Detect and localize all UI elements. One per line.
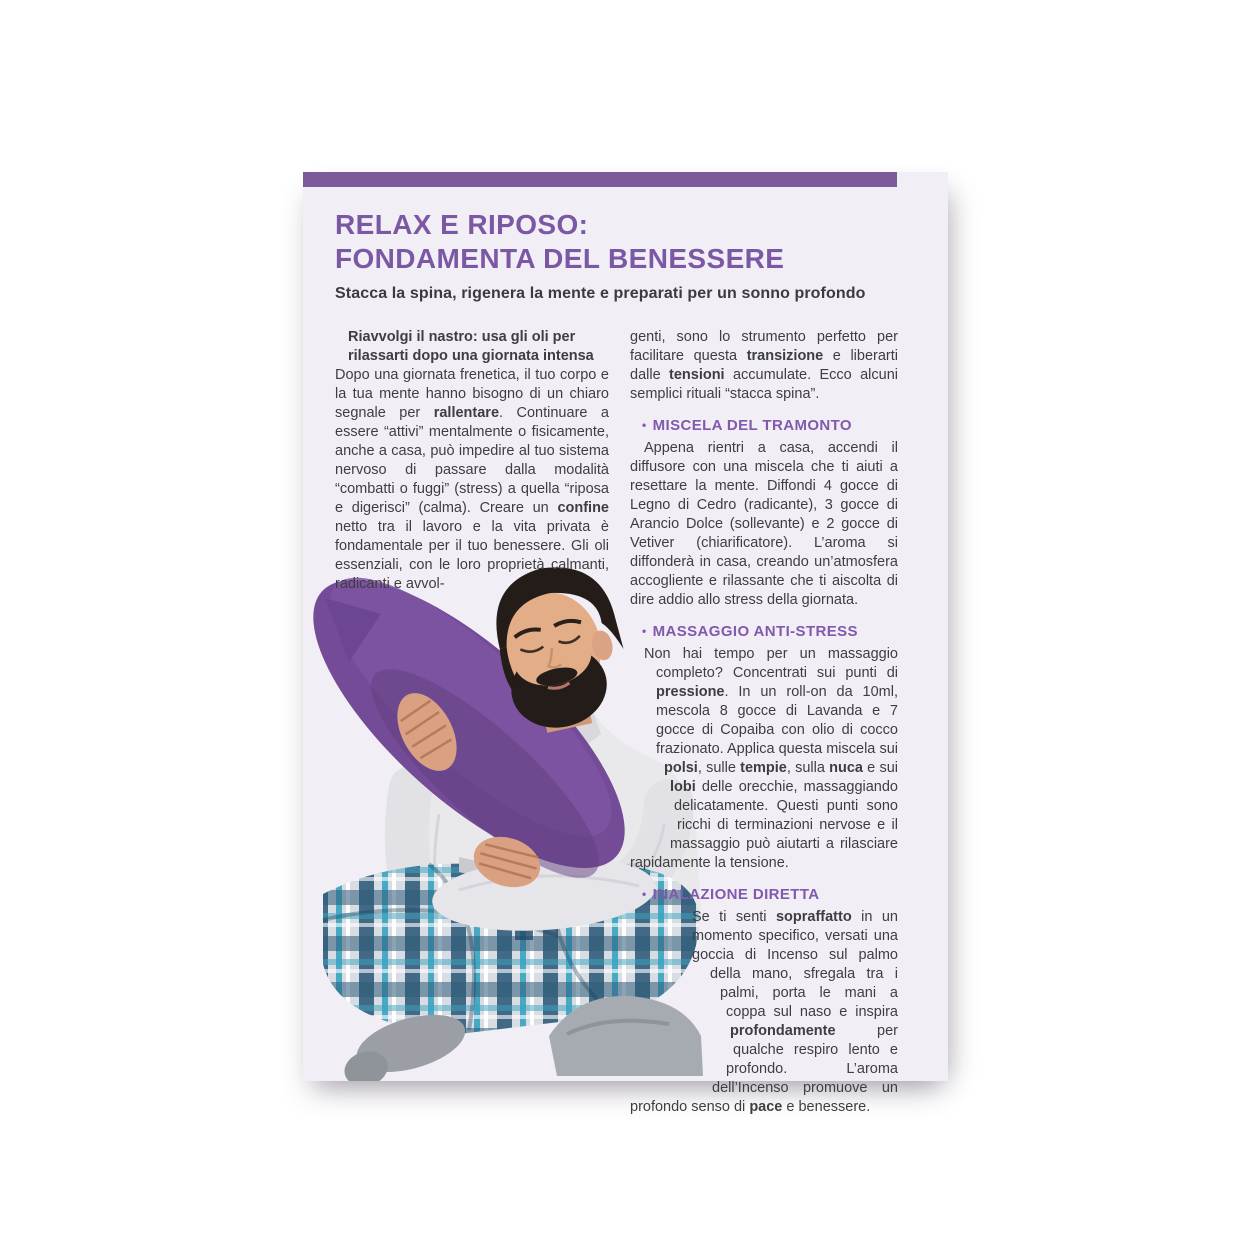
- lead-heading: Riavvolgi il nastro: usa gli oli per rilassarti dopo una giornata intensa: [348, 329, 594, 364]
- bullet-icon: •: [642, 418, 647, 432]
- bullet-icon: •: [642, 887, 647, 901]
- section-body-massaggio: Non hai tempo per un massaggio completo? Concentrati sui punti di pressione. In un roll-on da 10ml, mescola 8 gocce di Lavanda e 7 gocce di Copaiba con olio di cocco frazionato. Applica questa miscela sui polsi, sulle tempie, sulla nuca e sui lobi delle orecchie, massaggiando delicatamente. Questi punti sono ricchi di terminazioni nervose e il massaggio può aiutarti a rilasciare rapidamente la tensione.: [630, 646, 898, 871]
- right-column: [630, 328, 898, 1117]
- title-block: [335, 208, 895, 303]
- page-title: [335, 208, 895, 276]
- section-heading-inalazione: • INALAZIONE DIRETTA: [642, 886, 820, 903]
- section-body-miscela: Appena rientri a casa, accendi il diffusore con una miscela che ti aiuti a resettare la mente. Diffondi 4 gocce di Legno di Cedro (radicante), 3 gocce di Arancio Dolce (sollevante) e 2 gocce di Vetiver (chiarificatore). L’aroma si diffonderà in casa, creando un’atmosfera accogliente e rilassante che ti aiscolta di dire addio allo stress della giornata.: [630, 440, 898, 608]
- bullet-icon: •: [642, 624, 647, 638]
- flyer-page: [303, 172, 948, 1115]
- section-heading-massaggio: • MASSAGGIO ANTI-STRESS: [642, 623, 858, 640]
- page-title-line2: FONDAMENTA DEL BENESSERE: [335, 243, 785, 274]
- section-body-inalazione: Se ti senti sopraffatto in un momento specifico, versati una goccia di Incenso sul palmo della mano, sfregala tra i palmi, porta le mani a coppa sul naso e inspira profondamente per qualche respiro lento e profondo. L’aroma dell’Incenso promuove un profondo senso di pace e benessere.: [630, 909, 898, 1115]
- page-subtitle: Stacca la spina, rigenera la mente e preparati per un sonno profondo: [335, 285, 866, 302]
- left-column: [335, 328, 609, 594]
- section-heading-miscela: • MISCELA DEL TRAMONTO: [642, 417, 852, 434]
- left-paragraph: Dopo una giornata frenetica, il tuo corpo e la tua mente hanno bisogno di un chiaro segnale per rallentare. Continuare a essere “attivi” mentalmente o fisicamente, anche a casa, può impedire al tuo sistema nervoso di passare dalla modalità “combatti o fuggi” (stress) a quella “riposa e digerisci” (calma). Creare un confine netto tra il lavoro e la vita privata è fondamentale per il tuo benessere. Gli oli essenziali, con le loro proprietà calmanti, radicanti e avvol-: [335, 367, 609, 592]
- intro-paragraph: genti, sono lo strumento perfetto per facilitare questa transizione e liberarti dalle tensioni accumulate. Ecco alcuni semplici rituali “stacca spina”.: [630, 329, 898, 402]
- header-accent-bar: [303, 172, 897, 187]
- page-title-line1: RELAX E RIPOSO:: [335, 209, 589, 240]
